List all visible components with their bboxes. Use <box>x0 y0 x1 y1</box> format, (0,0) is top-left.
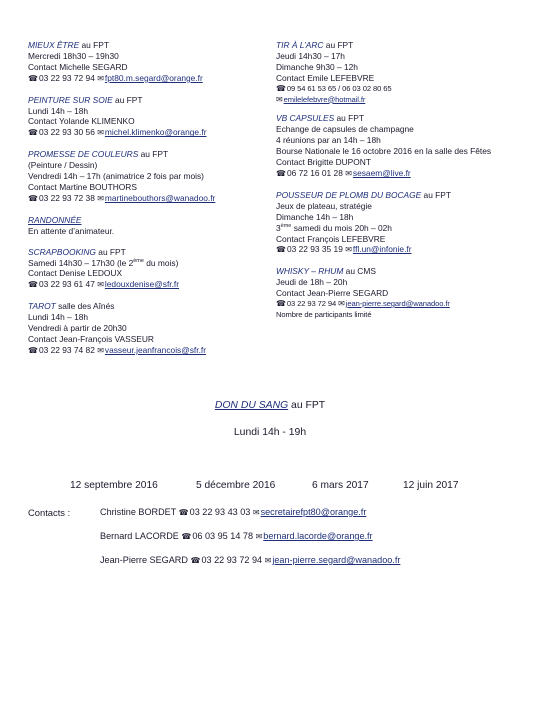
status-line: En attente d’animateur. <box>28 225 115 236</box>
contact-line: Contact Emile LEFEBVRE <box>276 72 375 83</box>
mail-icon: ✉ <box>97 73 104 83</box>
activity-location: au FPT <box>421 189 451 200</box>
activity-pousseur-de-plomb <box>276 190 538 256</box>
contact-name: Jean-Pierre SEGARD <box>100 555 188 565</box>
contact-line: Contact Jean-Pierre SEGARD <box>276 288 389 299</box>
activity-title: WHISKY – RHUM <box>276 266 344 277</box>
contact-line: Contact Jean-François VASSEUR <box>28 333 154 344</box>
phone-number: 03 22 93 61 47 <box>38 279 95 290</box>
don-du-sang-heading <box>0 400 540 411</box>
phone-icon: ☎ <box>181 532 192 541</box>
donation-date: 5 décembre 2016 <box>196 480 276 491</box>
activity-title: RANDONNÉE <box>28 214 82 225</box>
activity-location: au FPT <box>138 149 169 160</box>
phone-number: 03 22 93 72 38 <box>38 192 95 203</box>
description-line: Jeux de plateau, stratégie <box>276 200 372 211</box>
donation-date: 12 septembre 2016 <box>70 480 158 491</box>
mail-icon: ✉ <box>338 299 345 309</box>
schedule-line: Jeudi de 18h – 20h <box>276 277 348 288</box>
right-column <box>276 40 538 321</box>
activity-peinture-sur-soie <box>28 95 268 140</box>
activity-location: au FPT <box>334 113 364 124</box>
activity-whisky-rhum <box>276 266 538 321</box>
schedule-line: 3ème samedi du mois 20h – 02h <box>276 222 392 233</box>
activity-tarot <box>28 301 268 357</box>
phone-icon: ☎ <box>178 508 189 517</box>
contact-line: Contact Martine BOUTHORS <box>28 181 137 192</box>
activity-location: au FPT <box>112 94 143 105</box>
mail-icon: ✉ <box>97 128 104 138</box>
email-link[interactable]: bernard.lacorde@orange.fr <box>263 531 373 541</box>
email-link[interactable]: jean-pierre.segard@wanadoo.fr <box>345 299 450 309</box>
schedule-line: Mercredi 18h30 – 19h30 <box>28 50 119 61</box>
phone-number: 03 22 93 74 82 <box>38 344 95 355</box>
phone-icon: ☎ <box>28 345 38 355</box>
activity-promesse-de-couleurs <box>28 149 268 205</box>
email-link[interactable]: fpt80.m.segard@orange.fr <box>104 72 203 83</box>
don-du-sang-title: DON DU SANG <box>214 400 289 411</box>
contact-entry <box>100 555 400 565</box>
activity-location: au FPT <box>79 40 109 50</box>
phone-icon: ☎ <box>276 83 286 93</box>
schedule-line: Vendredi à partir de 20h30 <box>28 323 127 334</box>
schedule-line: Lundi 14h – 18h <box>28 105 89 116</box>
activity-title: PEINTURE SUR SOIE <box>28 94 113 105</box>
event-line: Bourse Nationale le 16 octobre 2016 en la salle des Fêtes <box>276 146 492 157</box>
phone-icon: ☎ <box>28 193 38 203</box>
email-link[interactable]: jean-pierre.segard@wanadoo.fr <box>272 555 401 565</box>
activity-title: PROMESSE DE COULEURS <box>28 149 139 160</box>
mail-icon: ✉ <box>345 245 352 255</box>
contact-name: Christine BORDET <box>100 507 177 517</box>
don-du-sang-location: au FPT <box>288 400 326 411</box>
schedule-line: 4 réunions par an 14h – 18h <box>276 135 381 146</box>
left-column <box>28 40 268 357</box>
contacts-label: Contacts : <box>28 507 71 518</box>
description-line: (Peinture / Dessin) <box>28 160 98 171</box>
phone-icon: ☎ <box>28 128 38 138</box>
email-link[interactable]: michel.klimenko@orange.fr <box>104 127 207 138</box>
email-link[interactable]: martinebouthors@wanadoo.fr <box>104 192 216 203</box>
phone-number: 03 22 93 72 94 <box>201 555 263 565</box>
activity-title: TAROT <box>28 301 56 312</box>
email-link[interactable]: secretairefpt80@orange.fr <box>260 507 367 517</box>
activity-location: au FPT <box>323 40 354 50</box>
phone-number: 06 03 95 14 78 <box>192 531 254 541</box>
activity-location: au CMS <box>343 266 376 277</box>
email-link[interactable]: sesaem@live.fr <box>352 167 411 178</box>
activity-scrapbooking <box>28 247 268 292</box>
don-du-sang-hours: Lundi 14h - 19h <box>233 427 307 438</box>
activity-tir-a-l-arc <box>276 40 538 105</box>
contact-line: Contact Yolande KLIMENKO <box>28 116 135 127</box>
mail-icon: ✉ <box>264 556 272 565</box>
activity-location: salle des Aînés <box>55 301 115 312</box>
mail-icon: ✉ <box>276 94 283 104</box>
activity-title: VB CAPSULES <box>276 113 335 124</box>
phone-icon: ☎ <box>28 73 38 83</box>
contact-name: Bernard LACORDE <box>100 531 179 541</box>
mail-icon: ✉ <box>255 532 263 541</box>
description-line: Echange de capsules de champagne <box>276 124 414 135</box>
schedule-line: Samedi 14h30 – 17h30 (le 2ème du mois) <box>28 257 179 268</box>
email-link[interactable]: ffl.un@infonie.fr <box>352 244 412 255</box>
mail-icon: ✉ <box>97 345 104 355</box>
schedule-line: Dimanche 14h – 18h <box>276 211 354 222</box>
mail-icon: ✉ <box>97 280 104 290</box>
activity-title: SCRAPBOOKING <box>28 246 96 257</box>
activity-mieux-etre <box>28 40 268 85</box>
schedule-line: Lundi 14h – 18h <box>28 312 89 323</box>
phone-icon: ☎ <box>276 245 286 255</box>
phone-number: 06 72 16 01 28 <box>286 167 343 178</box>
phone-number: 03 22 93 35 19 <box>286 244 343 255</box>
phone-icon: ☎ <box>28 280 38 290</box>
activity-title: POUSSEUR DE PLOMB DU BOCAGE <box>276 189 422 200</box>
donation-date: 12 juin 2017 <box>403 480 459 491</box>
contact-line: Contact Brigitte DUPONT <box>276 157 371 168</box>
contact-entry <box>100 531 373 541</box>
contact-entry <box>100 507 366 517</box>
mail-icon: ✉ <box>345 168 352 178</box>
contact-line: Contact Michelle SEGARD <box>28 61 128 72</box>
phone-number: 03 22 93 72 94 <box>286 299 337 309</box>
activity-vb-capsules <box>276 113 538 179</box>
phone-number: 03 22 93 43 03 <box>189 507 251 517</box>
email-link[interactable]: vasseur.jeanfrancois@sfr.fr <box>104 344 207 355</box>
activity-randonnee <box>28 215 268 237</box>
donation-date: 6 mars 2017 <box>312 480 369 491</box>
activity-title: TIR À L’ARC <box>276 40 324 50</box>
activity-title: MIEUX ÊTRE <box>28 40 80 50</box>
phone-number: 09 54 61 53 65 / 06 03 02 80 65 <box>286 83 392 93</box>
activity-location: au FPT <box>95 246 126 257</box>
phone-icon: ☎ <box>190 556 201 565</box>
phone-icon: ☎ <box>276 299 286 309</box>
email-link[interactable]: emilelefebvre@hotmail.fr <box>283 94 366 104</box>
phone-number: 03 22 93 30 56 <box>38 127 95 138</box>
schedule-line: Jeudi 14h30 – 17h <box>276 50 345 61</box>
mail-icon: ✉ <box>97 193 104 203</box>
email-link[interactable]: ledouxdenise@sfr.fr <box>104 279 180 290</box>
phone-number: 03 22 93 72 94 <box>38 72 95 83</box>
contact-line: Contact François LEFEBVRE <box>276 233 386 244</box>
schedule-line: Vendredi 14h – 17h (animatrice 2 fois par mois) <box>28 171 204 182</box>
schedule-line: Dimanche 9h30 – 12h <box>276 61 358 72</box>
participants-note: Nombre de participants limité <box>276 309 372 319</box>
mail-icon: ✉ <box>252 508 260 517</box>
phone-icon: ☎ <box>276 168 286 178</box>
contact-line: Contact Denise LEDOUX <box>28 268 123 279</box>
